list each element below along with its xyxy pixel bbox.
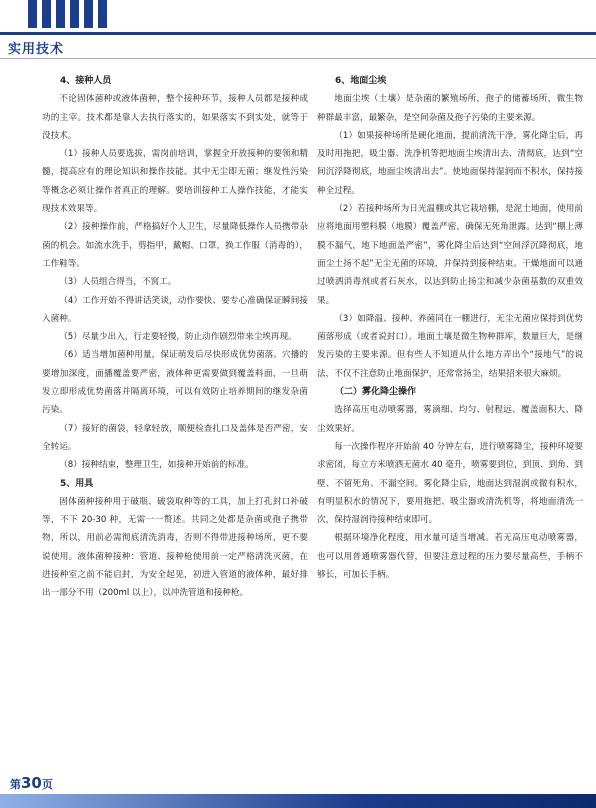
paragraph: （3）如降温、接种、养菌同在一棚进行，无尘无菌应保持到优势菌落形成（或者说封口）。地面土壤是微生物种群库，数量巨大，是继发污染的主要来源。但有些人不知道从什么地方弄出个“接地气”的说法，不仅不注意防止地面保护，还常常扬尘，结果招来很大麻烦。	[317, 313, 583, 379]
paragraph: （8）接种结束，整理卫生，如接种开始前的标准。	[59, 460, 254, 471]
section-heading: 4、接种人员	[60, 76, 112, 86]
paragraph: （1）如果接种场所是硬化地面，提前清洗干净，雾化降尘后，再及时用拖把，吸尘器、洗净机等把地面尘埃清出去、清彻底，达到“空间沉浮降彻底，地面尘埃清出去”。使地面保持湿润而不积水，保持接种全过程。	[317, 130, 583, 196]
paragraph: 地面尘埃（土壤）是杂菌的繁殖场所，孢子的储蓄场所，微生物种群最丰富，最繁杂，是空间杂菌及孢子污染的主要来源。	[317, 94, 583, 123]
paragraph: （1）接种人员要选拔，需岗前培训，掌握全开放接种的要领和精髓，提高应有的理论知识和操作技能。其中无尘即无菌；继发性污染等概念必须让操作者真正的理解。要培训接种工人操作技能，才能实现技术效果等。	[42, 149, 308, 215]
section-heading: （二）雾化降尘操作	[335, 387, 417, 398]
left-column	[42, 72, 308, 603]
paragraph: （3）人员组合得当，不窝工。	[59, 277, 177, 288]
page-number: 第30页	[10, 774, 53, 792]
paragraph: （4）工作开始不得讲话笑谈，动作要快、要专心准确保证瞬间接入菌种。	[42, 295, 308, 324]
paragraph: （5）尽量少出入，行走要轻慢，防止动作剧烈带来尘埃再现。	[59, 332, 297, 343]
header-divider	[0, 58, 596, 59]
section-title: 实用技术	[8, 42, 65, 57]
header-decoration-stripes	[0, 0, 120, 28]
paragraph: （2）接种操作前，严格搞好个人卫生，尽量降低操作人员携带杂菌的机会。如流水洗手，剪指甲，戴帽、口罩，换工作服（消毒的），工作鞋等。	[42, 222, 308, 269]
paragraph: 不论固体菌种或液体菌种，整个接种环节，接种人员都是接种成功的主宰。技术都是靠人去执行落实的，如果落实不到实处，就等于没技术。	[42, 94, 308, 141]
section-heading: 6、地面尘埃	[335, 76, 387, 86]
footer-bar	[0, 794, 596, 808]
header-rule	[0, 32, 596, 35]
paragraph: 选择高压电动喷雾器，雾滴细、均匀、射程远、覆盖面积大、降尘效果好。	[317, 405, 583, 434]
paragraph: 固体菌种接种用于破瓶、破袋取种等的工具，加上打孔封口补破等，不下 20-30 种，无需一一赘述。共同之处都是杂菌或孢子携带物，所以，用前必需彻底清洗消毒，否则不得带进接种场所，更不要说使用。液体菌种接种：管道、接种枪使用前一定严格清洗灭菌，在进接种室之前不能启封，为安全起见，初进入管道的液体种，最好排出一部分不用（200ml 以上），以冲洗管道和接种枪。	[42, 496, 308, 599]
paragraph: （6）适当增加菌种用量，保证萌发后尽快形成优势菌落。穴播的要增加深度，面播覆盖要严密，液体种更需要做到覆盖料面，一旦萌发立即形成优势菌落并隔离环境，可以有效防止培养期间的继发杂菌污染。	[42, 350, 308, 416]
section-heading: 5、用具	[60, 478, 94, 489]
paragraph: （2）若接种场所为日光温棚或其它栽培棚，是泥土地面，使用前应将地面用塑料膜（地膜）覆盖严密，确保无死角泄露。达到“棚上薄膜不漏气，地下地面盖严密”，雾化降尘后达到“空间浮沉降彻底，地面尘土扬不起”无尘无菌的环境，并保持到接种结束。干燥地面可以通过喷洒消毒剂或者石灰水，以达到防止扬尘和减少杂菌基数的双重效果。	[317, 204, 583, 306]
paragraph: 根据环境净化程度，用水量可适当增减。若无高压电动喷雾器，也可以用普通喷雾器代替，但要注意过程的压力要尽量高些，手柄不够长，可加长手柄。	[317, 533, 583, 581]
paragraph: （7）接好的菌袋，轻拿轻放，顺便检查扎口及盖体是否严密，安全转运。	[42, 423, 308, 452]
paragraph: 每一次操作程序开始前 40 分钟左右，进行喷雾降尘，接种环境要求密闭，每立方米喷洒无菌水 40 毫升，喷雾要到位，到顶、到角、到壁、不留死角、不漏空间。雾化降尘后，地面达到湿润或微有积水，有明显积水的情况下，要用拖把、吸尘器或清洗机等，将地面清洗一次，保持湿润待接种结束即可。	[317, 441, 583, 526]
right-column	[317, 72, 583, 584]
